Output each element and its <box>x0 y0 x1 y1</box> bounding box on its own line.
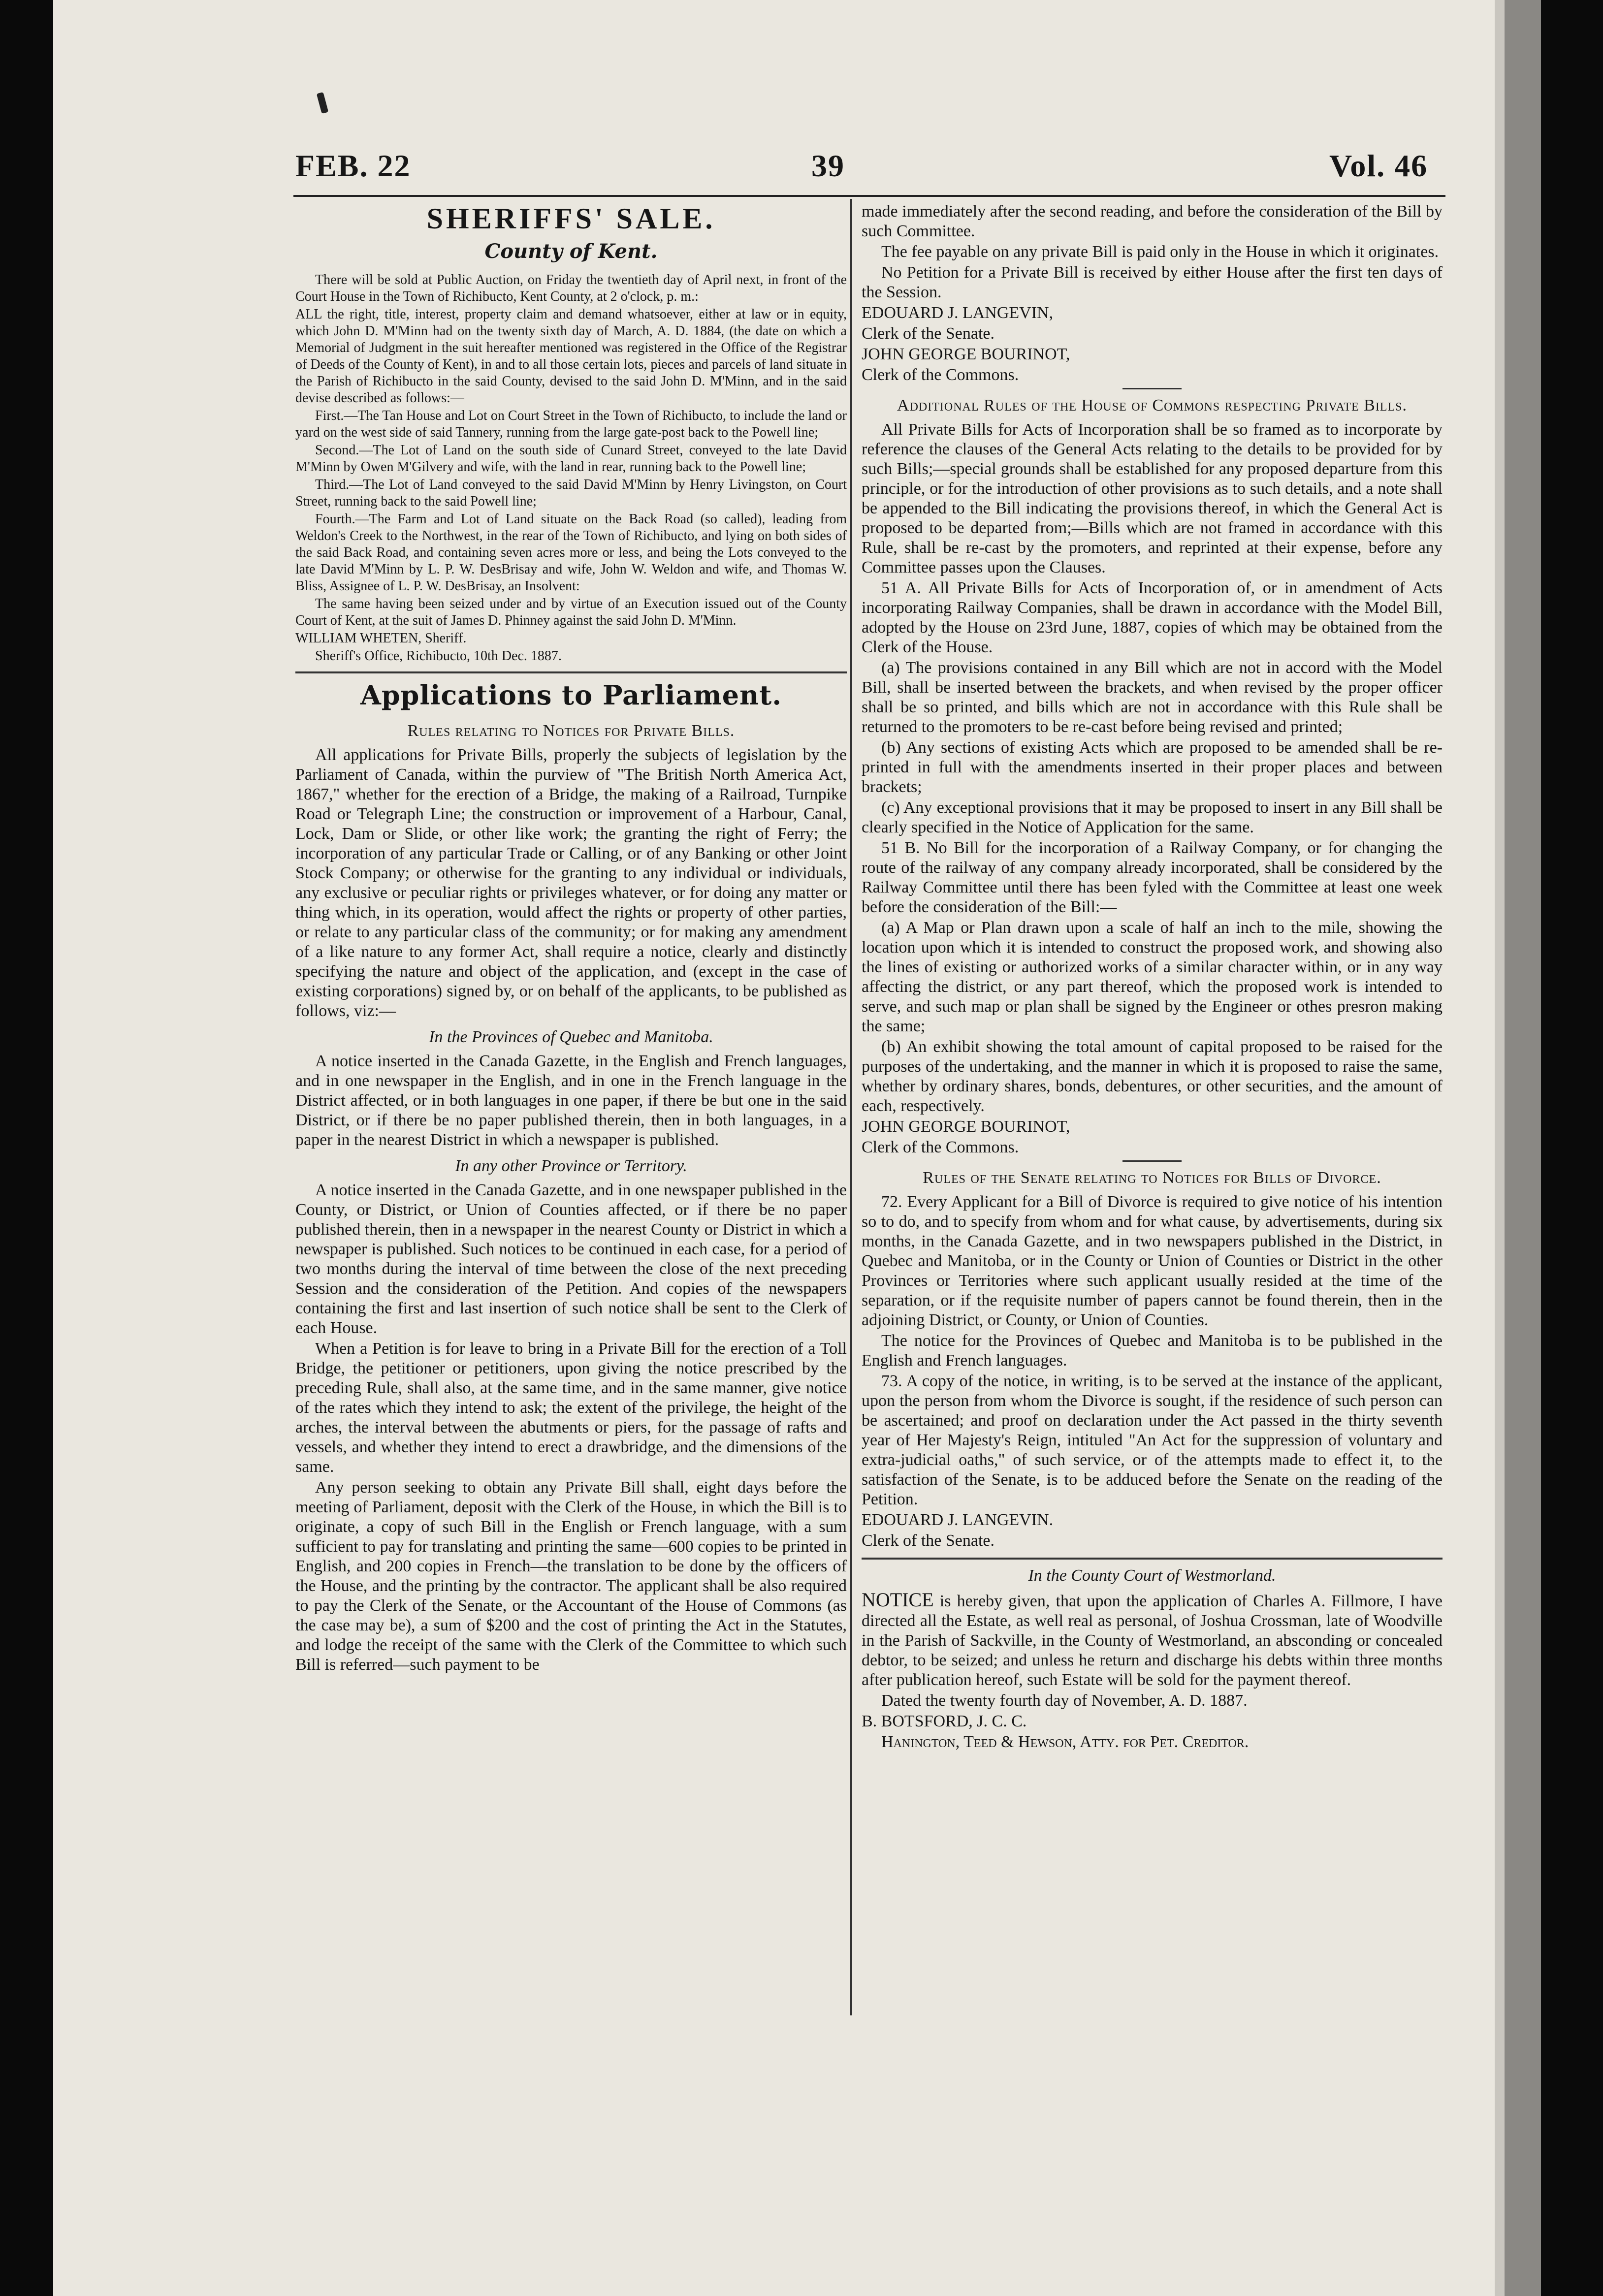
notice-body: is hereby given, that upon the application of Charles A. Fillmore, I have directed all the Estate, as well real as personal, of Joshua Crossman, late of Woodville in the Parish of Sackville, in the County of Westmorland, an absconding or concealed debtor, to be seized; and unless he return and discharge his debts within three months after publication hereof, such Estate will be sold for the payment thereof. <box>862 1592 1443 1689</box>
absconding-notice <box>862 1590 1443 1690</box>
binding-edge <box>1505 0 1541 2296</box>
left-column <box>295 202 847 1676</box>
deposit-paragraph: Any person seeking to obtain any Private Bill shall, eight days before the meeting of Parliament, deposit with the Clerk of the House, in which the Bill is to originate, a copy of such Bill in the English or French language, with a sum sufficient to pay for translating and printing the same—600 copies to be printed in English, and 200 copies in French—the translation to be done by the officers of the House, and the printing by the contractor. The applicant shall be also required to pay the Clerk of the Senate, or the Accountant of the House of Commons (as the case may be), a sum of $200 and the cost of printing the Act in the Statutes, and lodge the receipt of the same with the Clerk of the Committee to which such Bill is referred—such payment to be <box>295 1478 847 1674</box>
bourinot-signature: JOHN GEORGE BOURINOT, <box>862 345 1070 363</box>
right-column <box>862 202 1443 1753</box>
toll-bridge-paragraph: When a Petition is for leave to bring in a Private Bill for the erection of a Toll Bridge, the petitioner or petitioners, upon giving the notice prescribed by the preceding Rule, shall also, at the same time, and in the same manner, give notice of the rates which they intend to ask; the extent of the privilege, the height of the arches, the interval between the abutments or piers, for the passage of rafts and vessels, and whether they intend to erect a drawbridge, and the dimensions of the same. <box>295 1339 847 1476</box>
senate-rules-title: Rules of the Senate relating to Notices for Bills of Divorce. <box>923 1169 1381 1187</box>
attorneys-line: Hanington, Teed & Hewson, Atty. for Pet. Creditor. <box>881 1733 1249 1751</box>
rule-51b-b: (b) An exhibit showing the total amount of capital proposed to be raised for the purposes of the undertaking, and the manner in which it is proposed to raise the same, whether by ordinary shares, bonds, debentures, or other securities, and the amount of each, respectively. <box>862 1038 1443 1115</box>
langevin-role-2: Clerk of the Senate. <box>862 1531 995 1550</box>
rule-72-languages: The notice for the Provinces of Quebec and Manitoba is to be published in the English and French languages. <box>862 1332 1443 1370</box>
county-heading: County of Kent. <box>484 240 658 263</box>
langevin-signature-2: EDOUARD J. LANGEVIN. <box>862 1511 1054 1529</box>
other-province-paragraph: A notice inserted in the Canada Gazette, and in one newspaper published in the County, or District, or Union of Counties affected, or if there be no paper published therein, then in a newspaper in the nearest County or District in which a newspaper is published. Such notices to be continued in each case, for a period of two months during the interval of time between the close of the next preceding Session and the consideration of the Petition. And copies of the newspapers containing the first and last insertion of such notice shall be sent to the Clerk of each House. <box>295 1181 847 1337</box>
section-rule <box>1122 1160 1182 1162</box>
section-rule <box>1122 388 1182 389</box>
rule-51a: 51 A. All Private Bills for Acts of Incorporation of, or in amendment of Acts incorporating Railway Companies, shall be drawn in accordance with the Model Bill, adopted by the House on 23rd June, 1887, copies of which may be obtained from the Clerk of the House. <box>862 579 1443 656</box>
private-bills-paragraph: All applications for Private Bills, properly the subjects of legislation by the Parliament of Canada, within the purview of "The British North America Act, 1867," whether for the erection of a Bridge, the making of a Railroad, Turnpike Road or Telegraph Line; the construction or improvement of a Harbour, Canal, Lock, Dam or Slide, or other like work; the granting the right of Ferry; the incorporation of any particular Trade or Calling, or of any Banking or other Joint Stock Company; or otherwise for the granting to any individual or individuals, any exclusive or peculiar rights or privileges whatever, or for doing any matter or thing which, in its operation, would affect the rights or property of other parties, or relate to any particular class of the community; or for making any amendment of a like nature to any former Act, shall require a notice, clearly and distinctly specifying the nature and object of the application, and (except in the case of existing corporations) signed by, or on behalf of the applicants, to be published as follows, viz:— <box>295 746 847 1020</box>
bourinot-role: Clerk of the Commons. <box>862 366 1019 384</box>
header-date: FEB. 22 <box>295 148 411 183</box>
sale-third: Third.—The Lot of Land conveyed to the said David M'Minn by Henry Livingston, on Court Street, running back to the said Powell line; <box>295 477 847 509</box>
sale-body: ALL the right, title, interest, property claim and demand whatsoever, either at law or in equity, which John D. M'Minn had on the twenty sixth day of March, A. D. 1884, (the date on which a Memorial of Judgment in the suit hereafter mentioned was registered in the Office of the Registrar of Deeds of the County of Kent), in and to all those certain lots, pieces and parcels of land situate in the Parish of Richibucto in the said County, devised to the said John D. M'Minn, and in the said devise described as follows:— <box>295 307 847 406</box>
additional-rules-title: Additional Rules of the House of Commons respecting Private Bills. <box>897 396 1407 415</box>
botsford-signature: B. BOTSFORD, J. C. C. <box>862 1712 1027 1730</box>
rule-72: 72. Every Applicant for a Bill of Divorce is required to give notice of his intention so to do, and to specify from whom and for what cause, by advertisements, during six months, in the Canada Gazette, and in two newspapers published in the District, in Quebec and Manitoba, or in the County or Union of Counties or District in the other Provinces or Territories where such applicant usually resided at the time of the separation, or if the requisite number of papers cannot be found therein, then in the adjoining District, or County, or Union of Counties. <box>862 1193 1443 1329</box>
rule-73: 73. A copy of the notice, in writing, is to be served at the instance of the applicant, upon the person from whom the Divorce is sought, if the residence of such person can be ascertained; and proof on declaration under the Act passed in the thirty seventh year of Her Majesty's Reign, intituled "An Act for the suppression of voluntary and extra-judicial oaths," of such service, or of the attempts made to effect it, to the satisfaction of the Senate, is to be adduced before the Senate on the reading of the Petition. <box>862 1372 1443 1508</box>
rule-51b-a: (a) A Map or Plan drawn upon a scale of half an inch to the mile, showing the location upon which it is intended to construct the proposed work, and showing also the lines of existing or authorized works of a similar character within, or in any way affecting the district, or any part thereof, which the proposed work is intended to serve, and such map or plan shall be signed by the Engineer or othes presron making the same; <box>862 919 1443 1035</box>
sheriffs-sale-title: SHERIFFS' SALE. <box>426 202 716 235</box>
langevin-signature: EDOUARD J. LANGEVIN, <box>862 304 1054 322</box>
sheriff-office: Sheriff's Office, Richibucto, 10th Dec. 1887. <box>315 648 562 664</box>
header-volume: Vol. 46 <box>1329 148 1428 183</box>
sheriff-signature: WILLIAM WHETEN, Sheriff. <box>295 631 467 646</box>
applications-title: Applications to Parliament. <box>360 679 782 711</box>
notice-lead: NOTICE <box>862 1589 934 1611</box>
quebec-manitoba-paragraph: A notice inserted in the Canada Gazette, in the English and French languages, and in one newspaper in the English, and in one in the French language in the District affected, or in both languages in one paper, if there be but one in the said District, or if there be no paper published therein, then in both languages, in a paper in the nearest District in which a newspaper is published. <box>295 1052 847 1149</box>
header-page-number: 39 <box>811 148 845 183</box>
quebec-manitoba-heading: In the Provinces of Quebec and Manitoba. <box>429 1028 713 1046</box>
no-petition-paragraph: No Petition for a Private Bill is received by either House after the first ten days of the Session. <box>862 263 1443 301</box>
rule-51a-c: (c) Any exceptional provisions that it may be proposed to insert in any Bill shall be clearly specified in the Notice of Application for the same. <box>862 798 1443 836</box>
fee-paragraph: The fee payable on any private Bill is paid only in the House in which it originates. <box>881 243 1439 261</box>
bourinot-role-2: Clerk of the Commons. <box>862 1138 1019 1156</box>
bourinot-signature-2: JOHN GEORGE BOURINOT, <box>862 1117 1070 1136</box>
header-rule <box>293 195 1445 197</box>
rules-private-bills-title: Rules relating to Notices for Private Bills. <box>407 722 735 740</box>
section-rule <box>862 1558 1443 1560</box>
continued-paragraph: made immediately after the second reading, and before the consideration of the Bill by such Committee. <box>862 202 1443 240</box>
other-province-heading: In any other Province or Territory. <box>455 1157 687 1175</box>
rule-51a-a: (a) The provisions contained in any Bill which are not in accord with the Model Bill, shall be inserted between the brackets, and when revised by the proper officer shall be so printed, and bills which are not in accordance with this Rule shall be returned to the promoters to be re-cast before being revised and printed; <box>862 659 1443 736</box>
sale-second: Second.—The Lot of Land on the south side of Cunard Street, conveyed to the late David M'Minn by Owen M'Gilvery and wife, with the land in rear, running back to the Powell line; <box>295 443 847 475</box>
incorporation-paragraph: All Private Bills for Acts of Incorporation shall be so framed as to incorporate by reference the clauses of the General Acts relating to the details to be provided for by such Bills;—special grounds shall be established for any proposed departure from this principle, or for the introduction of other provisions as to such details, and a note shall be appended to the Bill indicating the provisions thereof, in which the General Act is proposed to be departed from;—Bills which are not framed in accordance with this Rule, shall be re-cast by the promoters, and reprinted at their expense, before any Committee passes upon the Clauses. <box>862 420 1443 576</box>
sale-fourth: Fourth.—The Farm and Lot of Land situate on the Back Road (so called), leading from Weldon's Creek to the Northwest, in the rear of the Town of Richibucto, and lying on both sides of the said Back Road, and containing seven acres more or less, and being the Lots conveyed to the late David M'Minn by L. P. W. DesBrisay and wife, John W. Weldon and wife, and Thomas W. Bliss, Assignee of L. P. W. DesBrisay, an Insolvent: <box>295 511 847 594</box>
westmorland-heading: In the County Court of Westmorland. <box>1028 1566 1276 1585</box>
column-rule <box>850 199 852 2015</box>
notice-dated: Dated the twenty fourth day of November, A. D. 1887. <box>881 1691 1248 1710</box>
rule-51a-b: (b) Any sections of existing Acts which are proposed to be amended shall be re-printed in full with the amendments inserted in their proper places and between brackets; <box>862 738 1443 796</box>
langevin-role: Clerk of the Senate. <box>862 324 995 343</box>
sale-intro: There will be sold at Public Auction, on Friday the twentieth day of April next, in front of the Court House in the Town of Richibucto, Kent County, at 2 o'clock, p. m.: <box>295 272 847 304</box>
sale-seized: The same having been seized under and by virtue of an Execution issued out of the County Court of Kent, at the suit of James D. Phinney against the said John D. M'Minn. <box>295 596 847 628</box>
rule-51b: 51 B. No Bill for the incorporation of a Railway Company, or for changing the route of the railway of any company already incorporated, shall be considered by the Railway Committee until there has been fyled with the Committee at least one week before the consideration of the Bill:— <box>862 839 1443 916</box>
section-rule <box>295 671 847 673</box>
sale-first: First.—The Tan House and Lot on Court Street in the Town of Richibucto, to include the land or yard on the west side of said Tannery, running from the large gate-post back to the Powell line; <box>295 408 847 440</box>
